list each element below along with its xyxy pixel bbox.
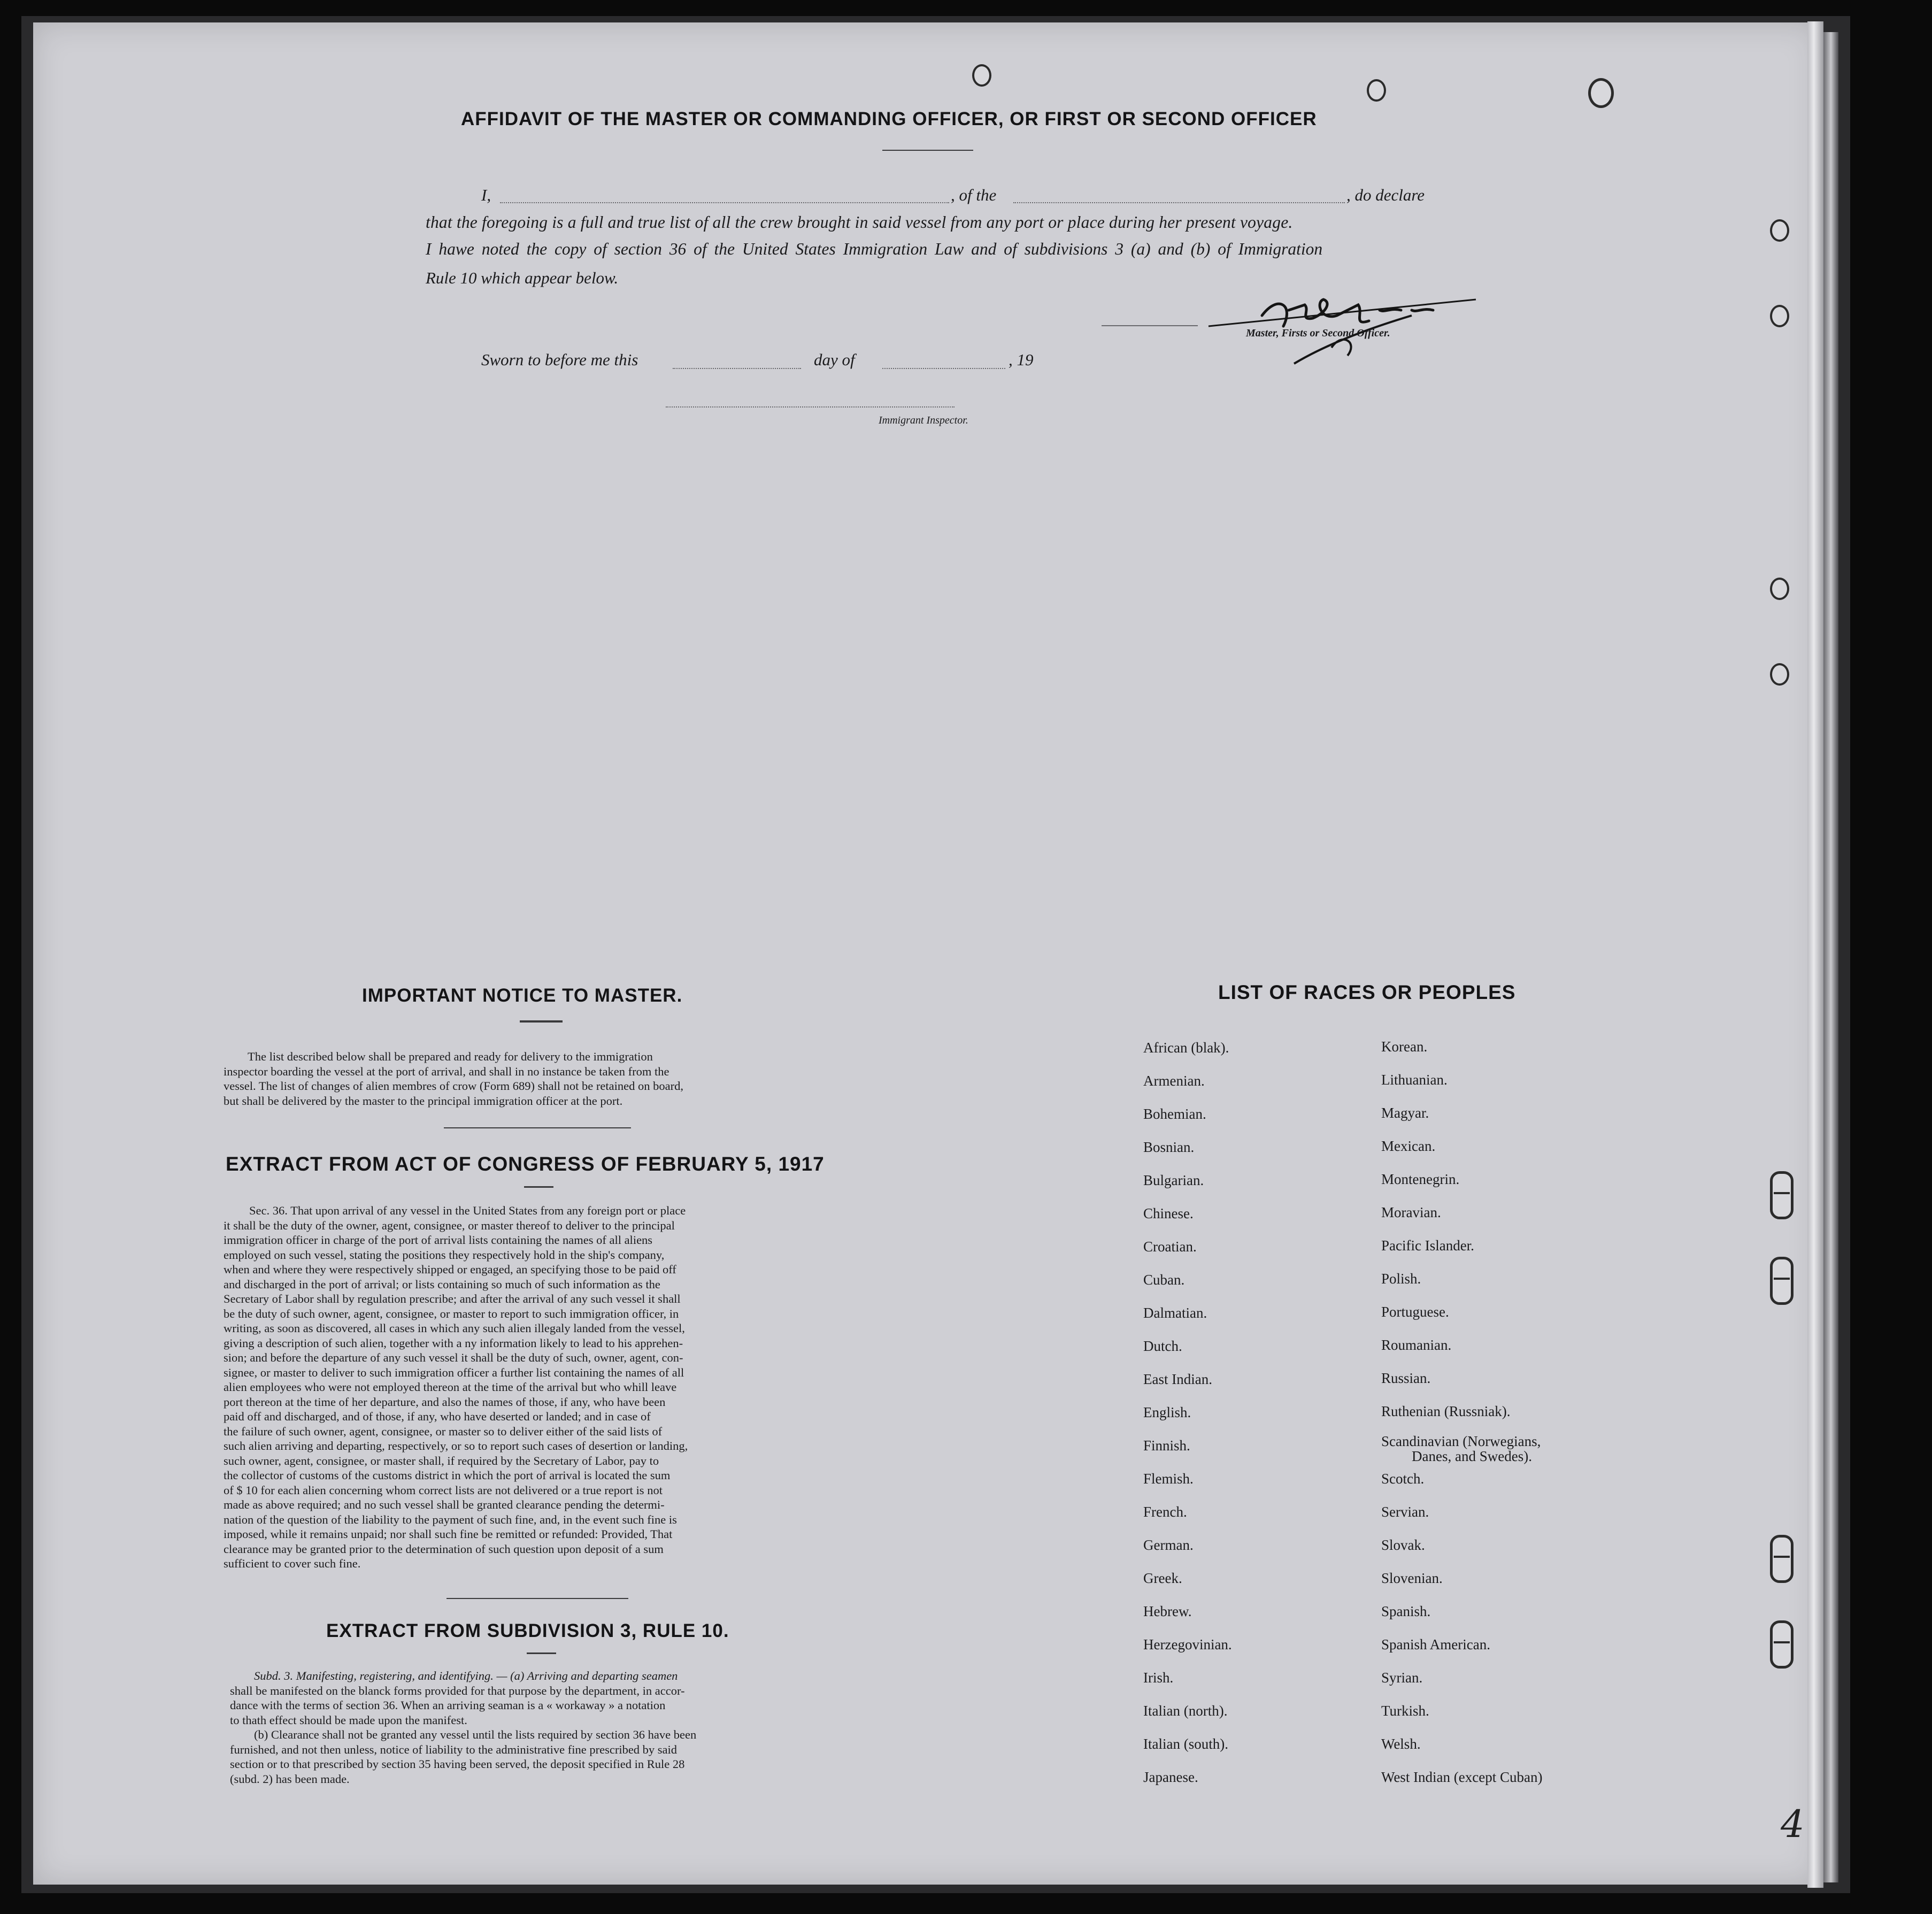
handwritten-page-number: 4 [1781,1802,1805,1846]
sworn-text: Sworn to before me this [481,350,638,369]
vessel-blank-line [1013,202,1345,203]
day-of-text: day of [814,350,855,369]
notice-text [224,1049,850,1108]
race-item: Hebrew. [1143,1603,1192,1619]
race-item: Dalmatian. [1143,1305,1207,1321]
race-item: Servian. [1381,1504,1429,1520]
act-line: writing, as soon as discovered, all cases in which any such alien illegaly landed from the vessel, [224,1321,685,1335]
race-item: Finnish. [1143,1438,1190,1454]
act-line: port thereon at the time of her departure, and also the names of those, if any, who have been [224,1395,666,1409]
race-item: Dutch. [1143,1338,1182,1354]
punch-hole-icon [1770,1257,1794,1305]
rule-text [230,1669,856,1786]
rule-line: to thath effect should be made upon the manifest. [230,1713,467,1727]
act-title: EXTRACT FROM ACT OF CONGRESS OF FEBRUARY 5, 1917 [226,1153,825,1175]
race-item: Turkish. [1381,1703,1429,1719]
act-line: clearance may be granted prior to the determination of such question upon deposit of a sum [224,1542,664,1556]
notice-line: but shall be delivered by the master to the principal immigration officer at the port. [224,1094,623,1108]
act-line: such alien arriving and departing, respectively, or so to report such cases of desertion or landing, [224,1439,688,1452]
race-item: Spanish. [1381,1603,1431,1619]
act-line: giving a description of such alien, together with a ny information likely to lead to his apprehen- [224,1336,683,1350]
affidavit-line-4: Rule 10 which appear below. [426,268,619,287]
race-item: Pacific Islander. [1381,1237,1474,1254]
inspector-signature-line [666,406,955,408]
act-line: be the duty of such owner, agent, consignee, or master to report to such immigration officer, in [224,1306,679,1320]
race-item: African (blak). [1143,1040,1229,1056]
race-item: Scotch. [1381,1471,1425,1487]
affidavit-line-2: that the foregoing is a full and true list of all the crew brought in said vessel from any port or place during her present voyage. [426,213,1293,232]
rule-line: (b) Clearance shall not be granted any vessel until the lists required by section 36 have been [254,1728,697,1741]
punch-hole-icon [1588,78,1614,108]
punch-hole-icon [1770,663,1789,686]
act-line: made as above required; and no such vessel shall be granted clearance pending the determi- [224,1498,665,1511]
notice-ornament [520,1020,563,1023]
race-item: German. [1143,1537,1194,1553]
title-rule [882,150,973,151]
punch-hole-icon [1770,1535,1794,1583]
sworn-month-blank [882,368,1005,369]
race-item: Ruthenian (Russniak). [1381,1403,1511,1419]
act-line: signee, or master to deliver to such immigration officer a further list containing the names of all [224,1365,684,1379]
race-item: Slovak. [1381,1537,1425,1553]
race-item: Italian (south). [1143,1736,1228,1752]
act-line: sion; and before the departure of any such vessel it shall be the duty of such, owner, agent, con- [224,1351,683,1364]
sworn-day-blank [673,368,801,369]
rule-line: Subd. 3. Manifesting, registering, and identifying. — (a) Arriving and departing seamen [254,1669,678,1682]
punch-hole-icon [1770,219,1789,242]
race-item: Bulgarian. [1143,1172,1204,1188]
punch-hole-icon [1367,79,1386,102]
act-line: paid off and discharged, and of those, if any, who have deserted or landed; and in case of [224,1410,651,1423]
punch-hole-icon [1770,1620,1794,1669]
divider-rule [447,1598,628,1599]
rule-line: (subd. 2) has been made. [230,1772,350,1786]
race-item: Cuban. [1143,1272,1185,1288]
notice-title: IMPORTANT NOTICE TO MASTER. [362,985,683,1006]
act-line: the failure of such owner, agent, consignee, or master so to deliver either of the said lists of [224,1424,663,1438]
document-page [33,22,1819,1885]
races-title: LIST OF RACES OR PEOPLES [1218,981,1516,1003]
race-item: Bosnian. [1143,1139,1195,1155]
act-ornament [524,1186,553,1188]
race-item: Armenian. [1143,1073,1205,1089]
act-line: alien employees who were not employed thereon at the time of the arrival but who whill leave [224,1380,677,1394]
rule-title: EXTRACT FROM SUBDIVISION 3, RULE 10. [326,1620,729,1641]
race-item: English. [1143,1404,1191,1420]
rule-line: furnished, and not then unless, notice of liability to the administrative fine prescribed by said [230,1742,678,1756]
punch-hole-icon [1770,1171,1794,1219]
page-edge-dark [1823,32,1838,1882]
act-line: sufficient to cover such fine. [224,1557,361,1570]
act-line: Sec. 36. That upon arrival of any vessel in the United States from any foreign port or place [249,1204,686,1217]
notice-line: vessel. The list of changes of alien membres of crow (Form 689) shall not be retained on board, [224,1079,683,1093]
race-item: Japanese. [1143,1769,1198,1785]
act-line: imposed, while it remains unpaid; nor shall such fine be remitted or refunded: Provided, That [224,1527,673,1541]
rule-line: shall be manifested on the blanck forms provided for that purpose by the department, in accor- [230,1684,685,1697]
race-item: Lithuanian. [1381,1072,1448,1088]
act-line: and discharged in the port of arrival; or lists containing so much of such information as the [224,1277,660,1291]
race-item: Syrian. [1381,1670,1423,1686]
race-item: French. [1143,1504,1187,1520]
affidavit-i: I, [481,186,491,204]
rule-line: dance with the terms of section 36. When an arriving seaman is a « workaway » a notation [230,1698,666,1712]
race-item: Herzegovinian. [1143,1636,1232,1652]
race-item: Spanish American. [1381,1636,1490,1652]
race-item: West Indian (except Cuban) [1381,1769,1543,1785]
rule-ornament [527,1652,556,1654]
act-line: employed on such vessel, stating the positions they respectively hold in the ship's company, [224,1248,665,1262]
race-item: Moravian. [1381,1204,1441,1220]
year-text: , 19 [1009,350,1034,369]
affidavit-line-3: I hawe noted the copy of section 36 of the United States Immigration Law and of subdivisions 3 (a) and (b) of Immigration [426,240,1323,258]
race-item: Korean. [1381,1039,1428,1055]
act-text [224,1203,855,1571]
race-item: Welsh. [1381,1736,1421,1752]
race-item: Flemish. [1143,1471,1194,1487]
act-line: it shall be the duty of the owner, agent, consignee, or master thereof to deliver to the principal [224,1218,675,1232]
notice-line: inspector boarding the vessel at the port of arrival, and shall in no instance be taken from the [224,1064,669,1078]
name-blank-line [500,202,949,203]
signature-caption: Master, Firsts or Second Officer. [1246,327,1390,339]
race-item: Russian. [1381,1370,1431,1386]
punch-hole-icon [1770,578,1789,600]
race-item: Croatian. [1143,1239,1197,1255]
affidavit-of-the: , of the [951,186,997,204]
race-item: Scandinavian (Norwegians, [1381,1433,1541,1449]
race-item: Montenegrin. [1381,1171,1460,1187]
race-item: Chinese. [1143,1205,1194,1221]
act-line: such owner, agent, consignee, or master shall, if required by the Secretary of Labor, pay to [224,1454,659,1467]
act-line: nation of the question of the liability to the payment of such fine, and, in the event such fine is [224,1512,677,1526]
race-item: Portuguese. [1381,1304,1449,1320]
race-item: Roumanian. [1381,1337,1452,1353]
race-item: Mexican. [1381,1138,1436,1154]
act-line: when and where they were respectively shipped or engaged, an specifying those to be paid off [224,1263,676,1276]
act-line: the collector of customs of the customs district in which the port of arrival is located the sum [224,1469,671,1482]
race-item: East Indian. [1143,1371,1212,1387]
affidavit-title: AFFIDAVIT OF THE MASTER OR COMMANDING OFFICER, OR FIRST OR SECOND OFFICER [461,109,1317,129]
race-item: Magyar. [1381,1105,1429,1121]
punch-hole-icon [972,64,991,87]
race-item: Irish. [1143,1670,1174,1686]
act-line: Secretary of Labor shall by regulation prescribe; and after the arrival of any such vessel it shall [224,1292,681,1305]
page-edge [1807,21,1823,1888]
race-item: Polish. [1381,1271,1421,1287]
affidavit-do-declare: , do declare [1346,186,1425,204]
race-item: Slovenian. [1381,1570,1443,1586]
act-line: immigration officer in charge of the port of arrival lists containing the names of all aliens [224,1233,653,1247]
race-item: Bohemian. [1143,1106,1206,1122]
race-item: Italian (north). [1143,1703,1228,1719]
signature-rule-left [1102,325,1198,326]
punch-hole-icon [1770,305,1789,327]
race-item: Greek. [1143,1570,1182,1586]
inspector-caption: Immigrant Inspector. [879,414,968,426]
rule-line: section or to that prescribed by section 35 having been served, the deposit specified in Rule 28 [230,1757,685,1771]
divider-rule [444,1127,631,1128]
act-line: of $ 10 for each alien concerning whom correct lists are not delivered or a true report is not [224,1483,663,1497]
notice-line: The list described below shall be prepared and ready for delivery to the immigration [248,1050,653,1063]
race-item-continued: Danes, and Swedes). [1412,1448,1532,1464]
